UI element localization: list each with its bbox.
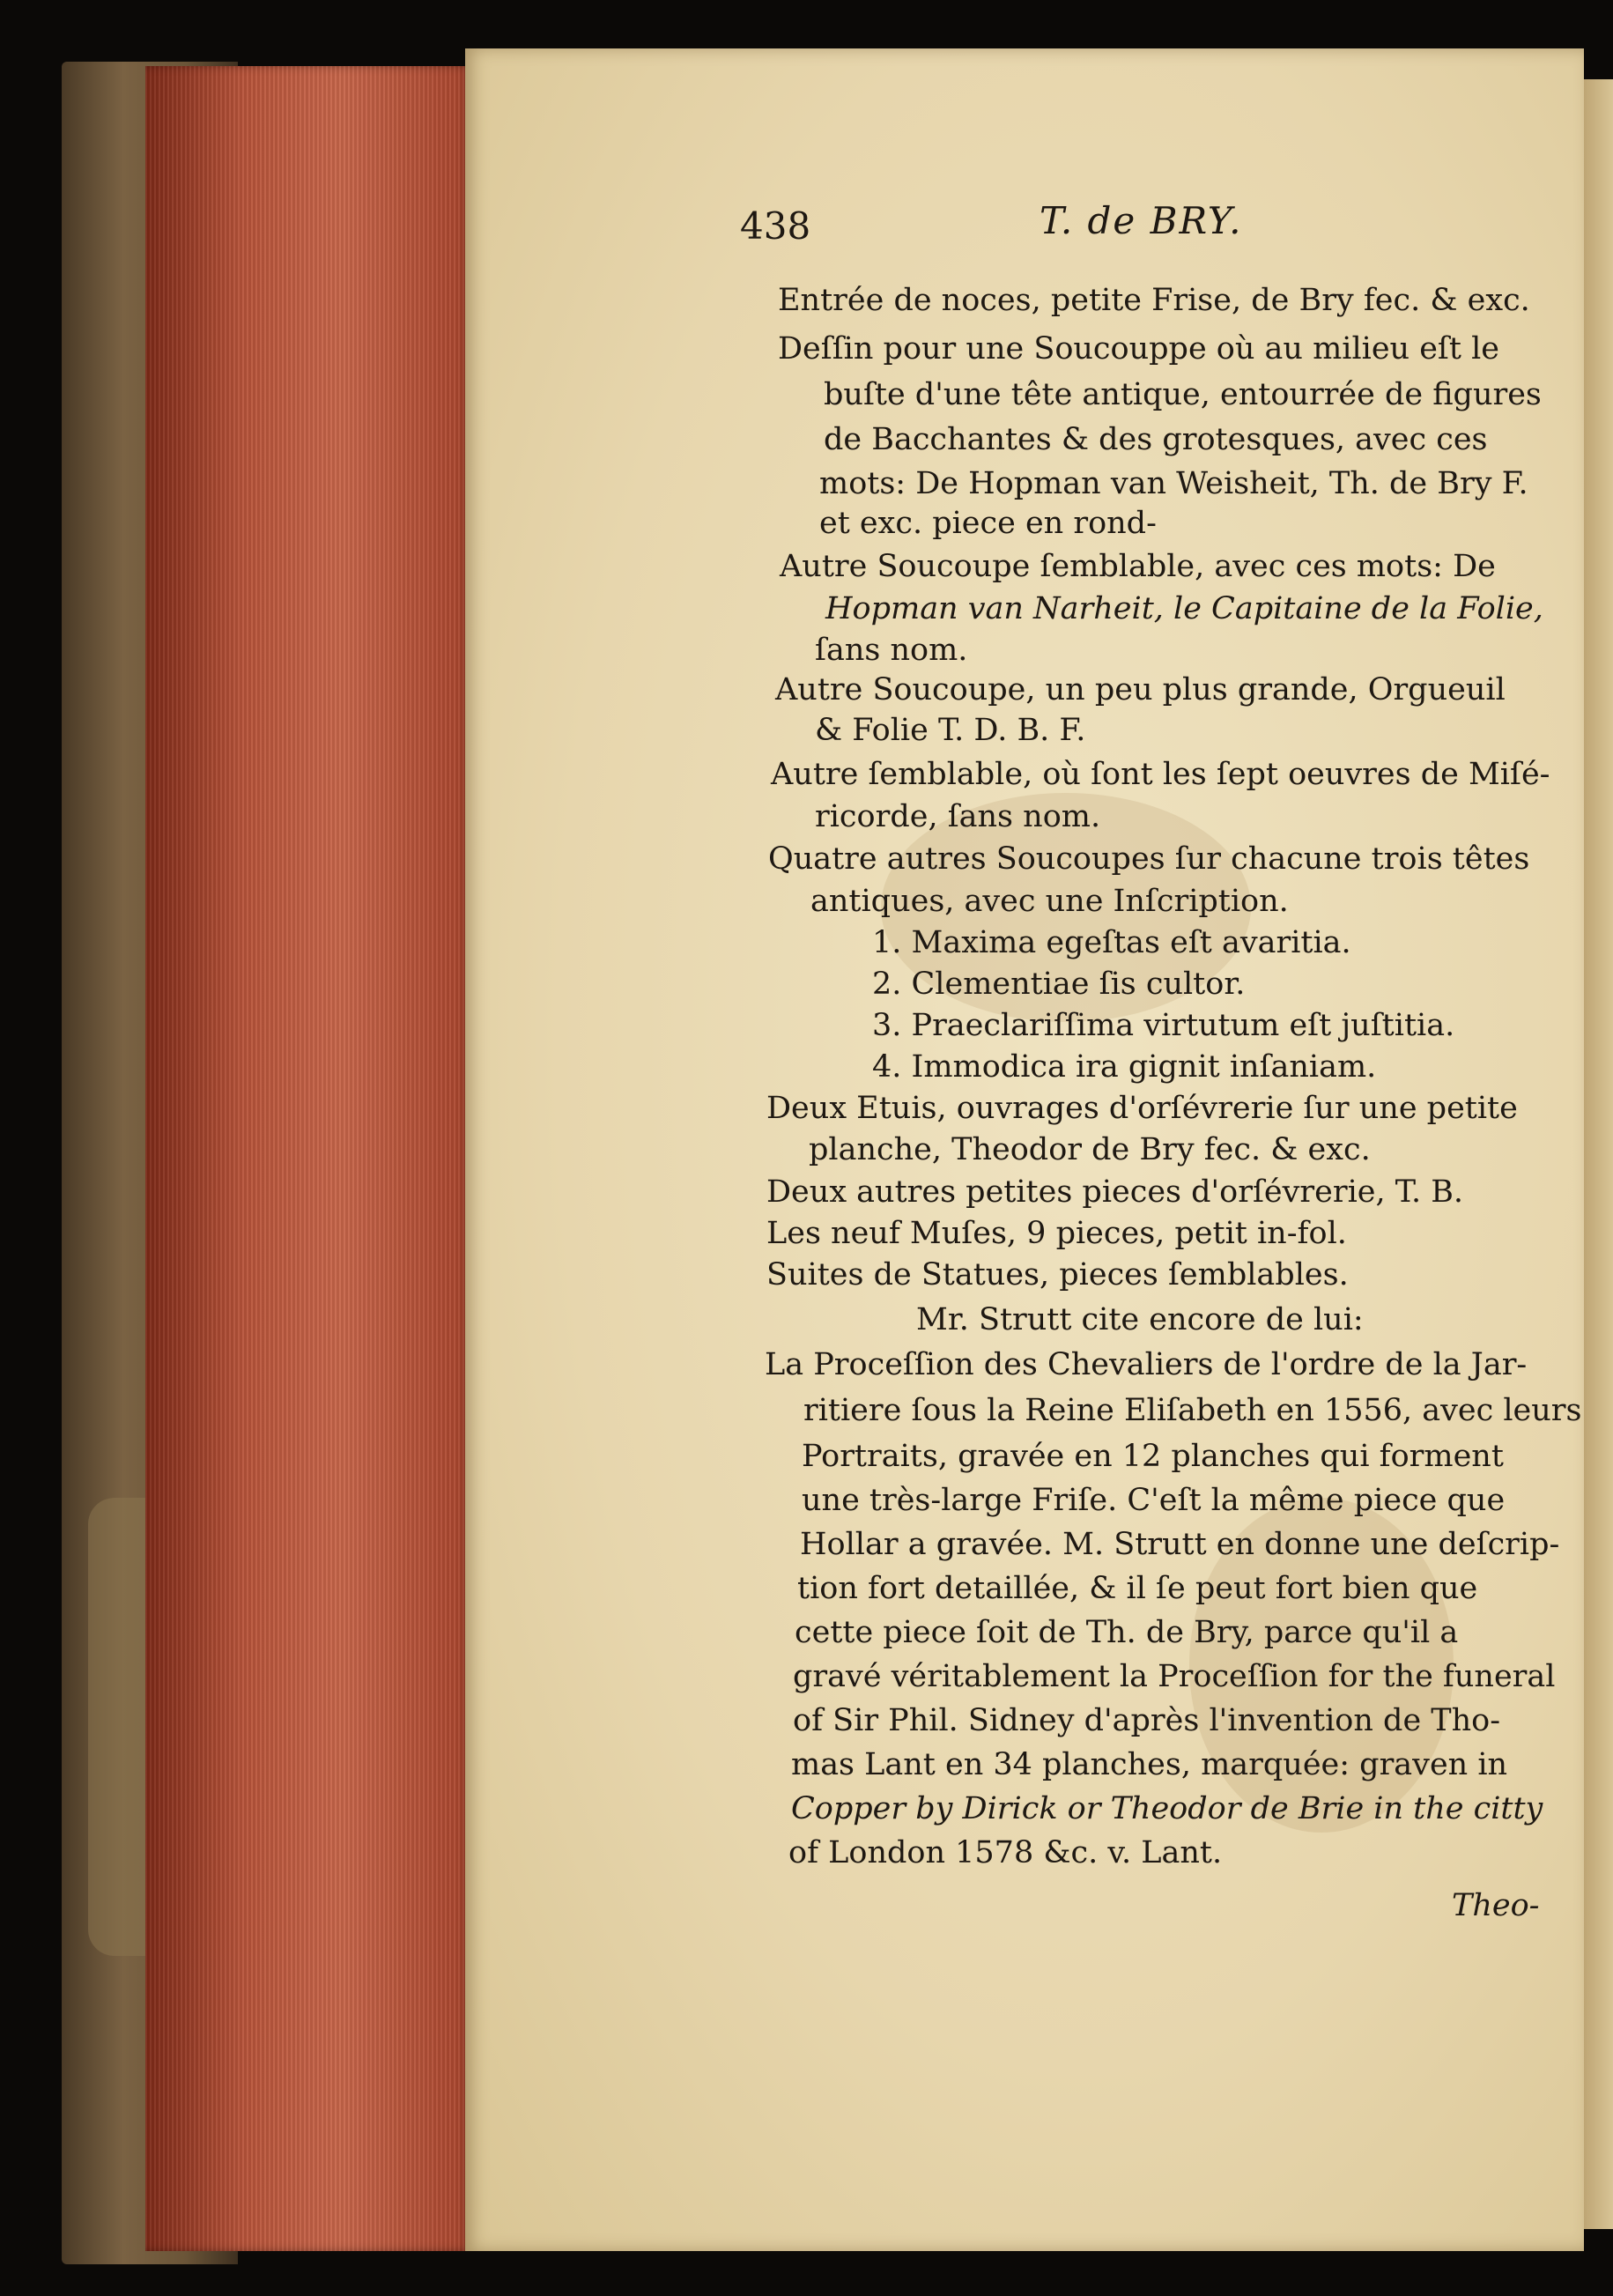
text-line: planche, Theodor de Bry fec. & exc. xyxy=(809,1132,1371,1167)
text-line: buſte d'une tête antique, entourrée de figures xyxy=(824,377,1542,412)
text-line: Portraits, gravée en 12 planches qui forment xyxy=(802,1439,1504,1474)
text-line: mots: De Hopman van Weisheit, Th. de Bry F. xyxy=(819,466,1528,501)
text-line: Deux Etuis, ouvrages d'orſévrerie ſur une petite xyxy=(766,1091,1518,1126)
text-line: Autre Soucoupe, un peu plus grande, Orgueuil xyxy=(775,672,1506,707)
text-line: of Sir Phil. Sidney d'après l'invention de Tho- xyxy=(793,1703,1501,1738)
text-line: 1. Maxima egeſtas eſt avaritia. xyxy=(872,925,1351,960)
text-line: & Folie T. D. B. F. xyxy=(815,713,1086,748)
text-line: Hollar a gravée. M. Strutt en donne une deſcrip- xyxy=(800,1527,1560,1562)
text-line: Suites de Statues, pieces ſemblables. xyxy=(766,1257,1349,1292)
text-line: Deux autres petites pieces d'orſévrerie, T. B. xyxy=(766,1174,1464,1210)
text-line: Copper by Dirick or Theodor de Brie in the citty xyxy=(791,1791,1543,1826)
text-line: Mr. Strutt cite encore de lui: xyxy=(916,1302,1364,1337)
text-line: de Bacchantes & des grotesques, avec ces xyxy=(824,422,1488,457)
text-line: Hopman van Narheit, le Capitaine de la Folie, xyxy=(825,591,1543,626)
catchword: Theo- xyxy=(1452,1888,1540,1923)
text-line: Les neuf Muſes, 9 pieces, petit in-fol. xyxy=(766,1216,1347,1251)
text-line: La Proceſſion des Chevaliers de l'ordre de la Jar- xyxy=(765,1347,1528,1382)
text-line: Deſſin pour une Soucouppe où au milieu eſt le xyxy=(778,331,1499,367)
running-title: T. de BRY. xyxy=(1040,199,1243,242)
text-line: antiques, avec une Inſcription. xyxy=(810,884,1289,919)
text-line: 2. Clementiae ſis cultor. xyxy=(872,967,1246,1002)
text-line: et exc. piece en rond- xyxy=(819,506,1157,541)
text-line: Autre ſemblable, où ſont les ſept oeuvres de Miſé- xyxy=(771,757,1550,792)
text-line: mas Lant en 34 planches, marquée: graven in xyxy=(791,1747,1508,1782)
text-line: ſans nom. xyxy=(815,633,968,668)
text-line: ritiere ſous la Reine Eliſabeth en 1556, avec leurs xyxy=(803,1393,1582,1428)
page-number: 438 xyxy=(740,204,811,248)
text-line: gravé véritablement la Proceſſion for the funeral xyxy=(793,1659,1556,1694)
text-line: tion fort detaillée, & il ſe peut fort bien que xyxy=(797,1571,1478,1606)
text-line: Autre Soucoupe ſemblable, avec ces mots: De xyxy=(780,549,1496,584)
text-line: 4. Immodica ira gignit inſaniam. xyxy=(872,1049,1377,1085)
text-line: cette piece ſoit de Th. de Bry, parce qu'il a xyxy=(795,1615,1459,1650)
text-line: ricorde, ſans nom. xyxy=(815,799,1101,834)
text-line: une très-large Friſe. C'eſt la même piece que xyxy=(802,1483,1506,1518)
text-line: of London 1578 &c. v. Lant. xyxy=(788,1835,1223,1870)
text-line: 3. Praeclariſſima virtutum eſt juſtitia. xyxy=(872,1008,1455,1043)
text-line: Entrée de noces, petite Frise, de Bry fec. & exc. xyxy=(778,283,1530,318)
text-line: Quatre autres Soucoupes ſur chacune trois têtes xyxy=(768,841,1530,877)
